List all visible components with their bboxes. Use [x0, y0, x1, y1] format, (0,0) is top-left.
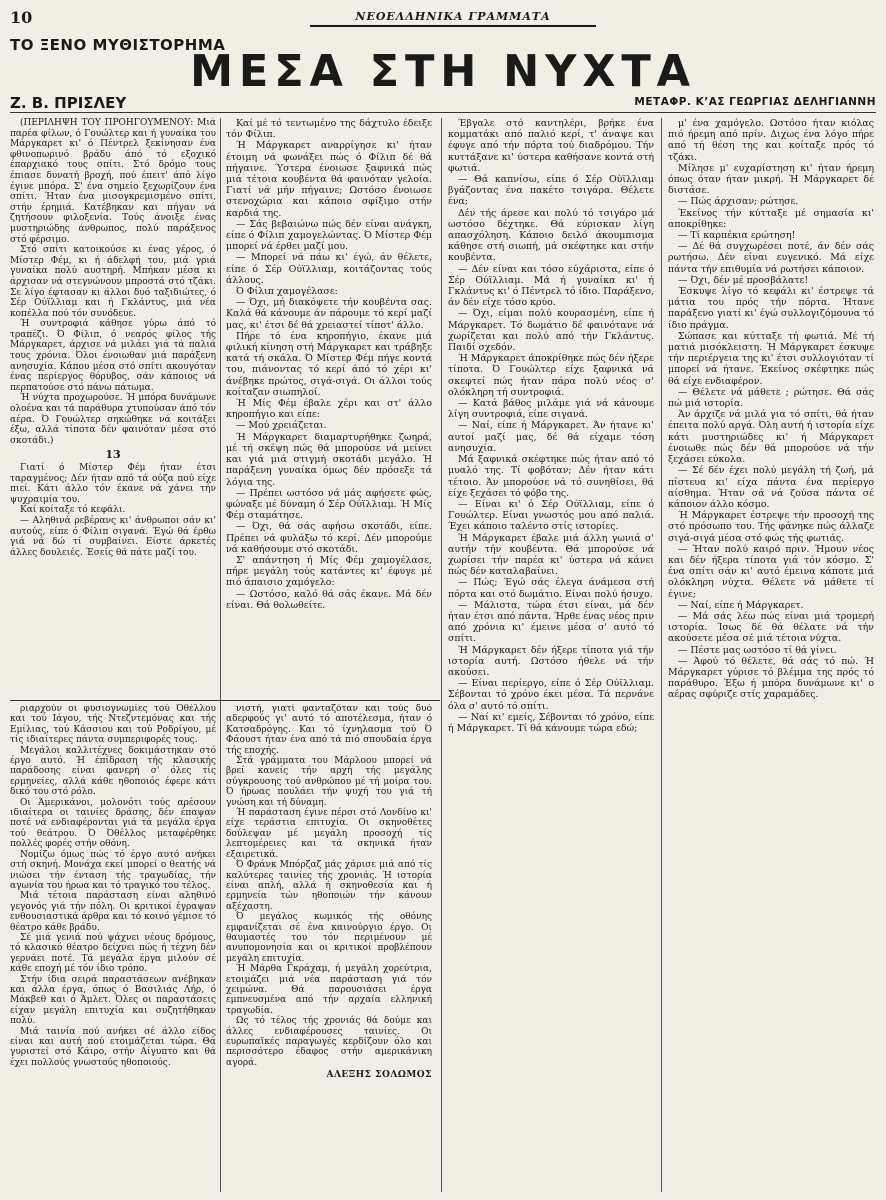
page-header	[10, 8, 876, 28]
column-2-upper	[226, 118, 432, 698]
paragraph: Ή συντροφιά κάθησε γύρω άπό τό τραπέζι. Ό Φίλιπ, ό νεαρός φίλος τής Μάργκαρετ, άρχισε νά μιλάει γιά τά παλιά τους χρόνια. Όλοι ένοιωθαν μιά παράξενη ανησυχία. Κάπου μέσα στό σπίτι ακουγόταν ένας περίεργος θόρυβος, σάν κάποιος νά περπατούσε στό πάνω πάτωμα.	[10, 319, 216, 393]
author-name: Ζ. Β. ΠΡΙΣΛΕΥ	[10, 94, 127, 112]
paragraph: Ό Φίλιπ χαμογέλασε:	[236, 286, 338, 298]
paragraph: — Όχι, είμαι πολύ κουρασμένη, είπε ή Μάργκαρετ. Τό δωμάτιο δέ φαινότανε νά χωρίζεται και πολύ από τήν Γκλάντυς. Παιδί σχεδόν.	[448, 308, 654, 354]
paragraph: — Σέ δέν έχει πολύ μεγάλη τή ζωή, μά πίστευα κι' είχα πάντα ένα περίεργο αίσθημα. Ήταν σά νά ζούσα πάντα σέ κάποιον άλλο κόσμο.	[668, 465, 874, 510]
paragraph: Έκείνος τήν κύτταξε μέ σημασία κι' αποκρίθηκε:	[668, 207, 874, 230]
paragraph: Γιατί ό Μίστερ Φέμ ήταν έτσι ταραγμένος; Δέν ήταν από τά ούζα πού είχε πιεί. Κάτι άλλο τόν έκανε νά χάνει τήν ψυχραιμία του.	[10, 463, 216, 505]
paragraph: Σώπασε και κύτταξε τή φωτιά. Μέ τή ματιά μισόκλειστη. Ή Μάργκαρετ έσκυψε τήν περιέργεια της κι' έτσι συλλογιόταν τί μπορεί νά ήτανε. Έκείνος σκέφτηκε πώς θά είχε ενδιαφέρον.	[668, 330, 874, 387]
paragraph: Μιά ταινία πού ανήκει σέ άλλο είδος είναι και αυτή πού ετοιμάζεται τώρα. Θά γυριστεί στό Κάιρο, στήν Αίγυπτο και θά έχει πολλούς γνωστούς ηθοποιούς.	[10, 1026, 216, 1068]
paragraph: — Ωστόσο, καλό θά σάς έκανε. Μά δέν είναι. Θά θολωθείτε.	[226, 588, 432, 611]
paragraph: μ' ένα χαμόγελο. Ωστόσο ήταν κιόλας πιό ήρεμη από πρίν. Διχως ένα λόγο πήρε από τή θέση της και κοίταξε πρός τό τζάκι.	[668, 118, 874, 163]
series-label: ΤΟ ΞΕΝΟ ΜΥΘΙΣΤΟΡΗΜΑ	[10, 36, 226, 54]
paragraph: ριαρχούν οι φυσιογνωμίες τού Όθέλλου και τού Ιάγου, τής Ντεζντεμόνας και τής Εμίλιας, τού Κάσσιου και τού Ροδρίγου, μέ τίς ιδιαίτερες πάντα συμπεριφορές τους.	[10, 704, 216, 746]
article-signature: ΑΛΕΞΗΣ ΣΟΛΩΜΟΣ	[326, 1070, 432, 1081]
story-title: ΜΕΣΑ ΣΤΗ ΝΥΧΤΑ	[190, 46, 696, 97]
paragraph: Άν άρχιζε νά μιλά για τό σπίτι, θά ήταν έπειτα πολύ αργά. Όλη αυτή ή ιστορία είχε κάτι μυστηριώδες κι' ή Μάργκαρετ ένοιωθε πώς δέν θά μπορούσε νά τήν ξεχάσει εύκολα.	[668, 409, 874, 466]
paragraph: — Μάλιστα, τώρα έτσι είναι, μά δέν ήταν έτσι από πάντα. Ήρθε ένας νέος πριν από χρόνια κι' έμεινε μέσα σ' αυτό τό σπίτι.	[448, 599, 654, 645]
paragraph: — Πώς άρχισαν; ρώτησε.	[678, 196, 799, 208]
masthead: ΝΕΟΕΛΛΗΝΙΚΑ ΓΡΑΜΜΑΤΑ	[310, 10, 596, 27]
paragraph: — Ναί κι' εμείς, Σέβονται τό χρόνο, είπε ή Μάργκαρετ. Τί θά κάνουμε τώρα εδώ;	[448, 711, 654, 734]
paragraph: — Κατά βάθος μιλάμε γιά νά κάνουμε λίγη συντροφιά, είπε σιγανά.	[448, 398, 654, 421]
paragraph: — Αληθινά ρεβέρανς κι' άνθρωποι σάν κι' αυτούς, είπε ό Φίλιπ σιγανά. Έγώ θά έρθω γιά νά δώ τί συμβαίνει. Είστε άρκετές άλλες δουλειές. Έσείς θά πάτε μαζί του.	[10, 515, 216, 558]
paragraph: (ΠΕΡΙΛΗΨΗ ΤΟΥ ΠΡΟΗΓΟΥΜΕΝΟΥ: Μιά παρέα φίλων, ό Γουώλτερ και ή γυναίκα του Μάργκαρετ κι' ό Πέντρελ ξεκίνησαν ένα φθινοπωρινό βράδυ άπό τό εξοχικό έπαρχιακό τους σπίτι. Στό δρόμο τους έπιασε δυνατή βροχή, πού έπειτ' άπό λίγο έγινε μπόρα. Σ' ένα σημείο ξεχωρίζουν ένα σπίτι. Ήταν ένα μισογκρεμισμένο σπίτι, στήν έρημιά. Κατέβηκαν και πήγαν νά ζητήσουν φιλοξενία. Τούς άνοιξε ένας μυστηριώδης άνθρωπος, πολύ παράξενος στό φέρσιμο.	[10, 118, 216, 245]
paragraph: Ή Μάρθα Γκράχαμ, ή μεγάλη χορεύτρια, ετοιμάζει μιά νέα παράσταση γιά τόν χειμώνα. Θά παρουσιάσει έργα εμπνευσμένα από τήν αρχαία ελληνική τραγωδία.	[226, 964, 432, 1016]
column-divider	[220, 118, 221, 1192]
paragraph: Πήρε τό ένα κηροπήγιο, έκανε μιά φιλική κίνηση στή Μάργκαρετ και τράβηξε κατά τή σκάλα. Ό Μίστερ Φέμ πήγε κοντά του, πιάνοντας τό κερί άπό τό χέρι κι' άνέβηκε πρώτος, σιγά-σιγά. Οι άλλοι τούς κοίταζαν σιωπηλοί.	[226, 330, 432, 398]
paragraph: — Πώς; Έγώ σάς έλεγα άνάμεσα στή πόρτα και στό δωμάτιο. Είναι πολύ ήσυχο.	[448, 577, 654, 600]
paragraph: Ή Μάργκαρετ διαμαρτυρήθηκε ζωηρά, μέ τή σκέψη πώς θά μπορούσε νά μείνει και γιά μιά στιγμή σκοτάδι μεγάλο. Ή παράξενη γυναίκα όμως δέν πρόσεξε τά λόγια της.	[226, 431, 432, 488]
paragraph: — Είναι περίεργο, είπε ό Σέρ Ούϊλλιαμ. Σέβονται τό χρόνο έκει μέσα. Τά περνάνε όλα σ' αυτό τό σπίτι.	[448, 678, 654, 712]
paragraph: Ό μεγάλος κωμικός τής οθόνης εμφανίζεται σέ ένα καινούργιο έργο. Οι θαυμαστές του τόν περιμένουν μέ ανυπομονησία και οι κριτικοί προβλέπουν μεγάλη επιτυχία.	[226, 912, 432, 964]
paragraph: — Πέστε μας ωστόσο τί θά γίνει.	[678, 644, 837, 656]
paragraph: Σ' απάντηση ή Μίς Φέμ χαμογέλασε, πήρε μεγάλη τούς κατάντες κι' έφυγε μέ πιό άπαισιο χαμόγελο:	[226, 554, 432, 589]
paragraph: Έσκυψε λίγο τό κεφάλι κι' έστρεψε τά μάτια του πρός τήν πόρτα. Ήτανε παράξενο γιατί κι' έγώ συλλογιζόμουνα τό ίδιο πράγμα.	[668, 286, 874, 331]
column-divider	[441, 118, 442, 1192]
paragraph: Μίλησε μ' ευχαρίστηση κι' ήταν ήρεμη όπως όταν ήταν μικρή. Ή Μάργκαρετ δέ διστάσε.	[668, 162, 874, 197]
paragraph: Ή παράσταση έγινε πέρσι στό Λονδίνο κι' είχε τεράστια επιτυχία. Οι σκηνοθέτες δούλεψαν μέ μεγάλη προσοχή τίς λεπτομέρειες και τά σκηνικά ήταν εξαιρετικά.	[226, 808, 432, 860]
paragraph: — Όχι, θά σάς αφήσω σκοτάδι, είπε. Πρέπει νά φυλάξω τό κερί. Δέν μπορούμε νά καθήσουμε στό σκοτάδι.	[226, 521, 432, 555]
paragraph: Ή Μάργκαρετ αναρρίγησε κι' ήταν έτοιμη νά φωνάξει πώς ό Φίλιπ δέ θά πήγαινε. Ύστερα ένοιωσε ξαφνικά πώς μιά τέτοια κουβέντα θά φαινόταν γελοία. Γιατί νά μήν πήγαινε; Ωστόσο ένοιωσε στενοχώρια και κάποιο σφίξιμο στήν καρδιά της.	[226, 140, 432, 219]
paragraph: Μεγάλοι καλλιτέχνες δοκιμάστηκαν στό έργο αυτό. Ή έπίδραση τής κλασικής παράδοσης είναι φανερή σ' όλες τίς ερμηνείες, αλλά κάθε ηθοποιός έφερε κάτι δικό του στό ρόλο.	[10, 745, 216, 798]
chapter-number: 13	[105, 448, 121, 462]
paragraph: — Μπορεί νά πάω κι' έγώ, άν θέλετε, είπε ό Σέρ Ούϊλλιαμ, κοιτάζοντας τούς άλλους.	[226, 252, 432, 286]
paragraph: — Ήταν πολύ καιρό πριν. Ήμουν νέος και δέν ήξερα τίποτα γιά τόν κόσμο. Σ' ένα σπίτι σάν κι' αυτό έμεινα κάποτε μιά ολόκληρη νύχτα. Θέλετε νά μάθετε τί έγινε;	[668, 543, 874, 600]
translator-credit: ΜΕΤΑΦΡ. Κ’ΑΣ ΓΕΩΡΓΙΑΣ ΔΕΛΗΓΙΑΝΝΗ	[634, 96, 876, 108]
paragraph: — Μά σάς λέω πώς είναι μιά τρομερή ιστορία. Ίσως δέ θά θέλατε νά τήν ακούσετε μέσα σέ μιά τέτοια νύχτα.	[668, 610, 874, 645]
paragraph: Στήν ίδια σειρά παραστάσεων ανέβηκαν και άλλα έργα, όπως ό Βασιλιάς Λήρ, ό Μάκβεθ και ό Άμλετ. Όλες οι παραστάσεις είχαν μεγάλη επιτυχία και συζητήθηκαν πολύ.	[10, 974, 216, 1027]
paragraph: Στά γράμματα του Μάρλοου μπορεί νά βρεί κανείς τήν αρχή τής μεγάλης σύγκρουσης τού ανθρώπου μέ τή μοίρα του. Ό ήρωας πουλάει τήν ψυχή του γιά τή γνώση και τή δύναμη.	[226, 756, 432, 808]
paragraph: — Τί καρπέκια ερώτηση!	[678, 230, 796, 242]
paragraph: Καί μέ τό τεντωμένο της δάχτυλο έδειξε τόν Φίλιπ.	[226, 118, 432, 141]
paragraph: Δέν τής άρεσε και πολύ τό τσιγάρο μά ωστόσο δέχτηκε. Θά εύρισκαν λίγη απασχόληση. Κάποιο δειλό άκουμπισμα κάθησε στή σιωπή, μά σκέφτηκε και στήν κουβέντα.	[448, 207, 654, 264]
paragraph: — Πρέπει ωστόσο νά μάς αφήσετε φώς, φώναξε μέ δύναμη ό Σέρ Ούϊλλιαμ. Ή Μίς Φέμ σταμάτησε.	[226, 487, 432, 522]
paragraph: — Σάς βεβαιώνω πώς δέν είναι ανάγκη, είπε ό Φίλιπ χαμογελώντας. Ό Μίστερ Φέμ μπορεί νά έρθει μαζί μου.	[226, 218, 432, 253]
paragraph: — Δέ θά συγχωρέσει ποτέ, άν δέν σάς ρωτήσω. Δέν είναι ευγενικό. Μά είχε πάντα τήν επιθυμία νά ρωτήσει κάποιον.	[668, 241, 874, 275]
paragraph: Σέ μιά γενιά πού ψάχνει νέους δρόμους, τό κλασικό θέατρο δείχνει πώς ή τέχνη δέν γερνάει ποτέ. Τά μεγάλα έργα μιλούν σέ κάθε εποχή μέ τόν ίδιο τρόπο.	[10, 932, 216, 975]
column-2-lower	[226, 704, 432, 1194]
paragraph: — Θέλετε νά μάθετε ; ρώτησε. Θά σάς πώ μιά ιστορία.	[668, 386, 874, 410]
paragraph: νιστή, γιατί φανταζόταν και τούς δυό αδερφούς γι' αυτό τό αποτέλεσμα, ήταν ό Κατσαδρόγης. Και τό ίχνηλασμα τού Ό Φάουστ ήταν ένα από τά πιό σπουδαία έργα τής εποχής.	[226, 704, 432, 756]
paragraph: — Ναί, είπε ή Μάργκαρετ. Άν ήτανε κι' αυτοί μαζί μας, δέ θά είχαμε τόση ανησυχία.	[448, 420, 654, 454]
paragraph: — Όχι, δέν μέ προσβάλατε!	[678, 274, 809, 286]
paragraph: — Άφού τό θέλετε, θά σάς τό πώ. Ή Μάργκαρετ γύρισε τό βλέμμα της πρός τό παράθυρο. Έξω ή μπόρα δυνάμωνε κι' ο αέρας σφύριζε στίς χαραμάδες.	[668, 655, 874, 701]
column-1-lower	[10, 704, 216, 1194]
paragraph: Ό Φράνκ Μπόρζαζ μάς χάρισε μιά από τίς καλύτερες ταινίες τής χρονιάς. Ή ιστορία είναι απλή, αλλά ή σκηνοθεσία και ή ερμηνεία τών ηθοποιών τήν κάνουν αξέχαστη.	[226, 860, 432, 912]
paragraph: Ως τό τέλος τής χρονιάς θά δούμε και άλλες ενδιαφέρουσες ταινίες. Οι ευρωπαϊκές παραγωγές κερδίζουν όλο και περισσότερο έδαφος στήν αμερικάνικη αγορά.	[226, 1016, 432, 1068]
paragraph: — Θά καπνίσω, είπε ό Σέρ Ούϊλλιαμ βγάζοντας ένα πακέτο τσιγάρα. Θέλετε ένα;	[448, 174, 654, 208]
paragraph: Ή Μάργκαρετ άποκρίθηκε πώς δέν ήξερε τίποτα. Ό Γουώλτερ είχε ξαφνικά νά σκεφτεί πώς ήταν πάρα πολύ νέος σ' ολόκληρη τή συντροφιά.	[448, 353, 654, 398]
paragraph: — Δέν είναι και τόσο εύχάριστα, είπε ό Σέρ Ούϊλλιαμ. Μά ή γυναίκα κι' ή Γκλάντυς κι' ό Πέντρελ τό ίδιο. Παράξενο, άν δέν είχε τόσο κρύο.	[448, 263, 654, 309]
paragraph: Στό σπίτι κατοικούσε κι ένας γέρος, ό Μίστερ Φέμ, κι ή άδελφή του, μιά γριά γυναίκα πολύ αυστηρή. Μπήκαν μέσα κι άρχισαν νά στεγνώνουν μπροστά στό τζάκι. Σε λίγο έφτασαν κι άλλοι δυό ταξιδιώτες, ό Σέρ Ούϊλλιαμ και ή Γκλάντυς, μιά νέα κοπέλλα πού τόν συνόδευε.	[10, 245, 216, 319]
column-divider	[661, 118, 662, 1192]
paragraph: Μιά τέτοια παράσταση είναι αληθινό γεγονός γιά τήν πόλη. Οι κριτικοί έγραψαν ενθουσιαστικά άρθρα και τό κοινό γέμισε τό θέατρο κάθε βράδυ.	[10, 891, 216, 933]
paragraph: Έβγαλε στό καντηλέρι, βρήκε ένα κομματάκι από παλιό κερί, τ' άναψε και έφυγε από τήν πόρτα τού διαδρόμου. Τήν κυττάξανε κι' ύστερα καθήσανε κοντά στή φωτιά.	[448, 118, 654, 174]
paragraph: Ή νύχτα προχωρούσε. Ή μπόρα δυνάμωνε ολοένα και τά παράθυρα χτυπούσαν άπό τόν αέρα. Ό Γουώλτερ σηκώθηκε νά κοιτάξει έξω, αλλά τίποτα δέν φαινόταν μέσα στό σκοτάδι.)	[10, 393, 216, 446]
paragraph: Ή Μάργκαρετ έστρεψε τήν προσοχή της στό πρόσωπο του. Τής φάνηκε πώς άλλαζε σιγά-σιγά μέσα στό φώς τής φωτιάς.	[668, 510, 874, 544]
paragraph: Ή Μίς Φέμ έβαλε χέρι και στ' άλλο κηροπήγιο και είπε:	[226, 398, 432, 421]
paragraph: — Όχι, μή διακόψετε τήν κουβέντα σας. Καλά θά κάνουμε άν πάρουμε τό κερί μαζί μας, κι' έτσι δέ θά χρειαστεί τίποτ' άλλο.	[226, 297, 432, 331]
paragraph: Νομίζω όμως πώς τό έργο αυτό ανήκει στή σκηνή. Μονάχα εκεί μπορεί ο θεατής νά νιώσει τήν ένταση τής τραγωδίας, τήν αγωνία του ήρωα και τό τραγικό του τέλος.	[10, 849, 216, 891]
header-rule	[10, 112, 876, 113]
paragraph: — Μού χρειάζεται.	[236, 420, 327, 432]
paragraph: Ή Μάργκαρετ δέν ήξερε τίποτα γιά τήν ιστορία αυτή. Ωστόσο ήθελε νά τήν ακούσει.	[448, 644, 654, 678]
paragraph: Ή Μάργκαρετ έβαλε μιά άλλη γωνιά σ' αυτήν τήν κουβέντα. Θά μπορούσε νά χωρίσει τήν παρέα κι' ύστερα νά κάνει πώς δέν καταλαβαίνει.	[448, 532, 654, 578]
paragraph: Οι Άμερικάνοι, μολονότι τούς αρέσουν ιδιαίτερα οι ταινίες δράσης, δέν έπαψαν ποτέ νά ενδιαφέρονται γιά τά μεγάλα έργα τού θεάτρου. Ό Όθέλλος μεταφέρθηκε πολλές φορές στήν οθόνη.	[10, 797, 216, 850]
column-4	[668, 118, 874, 1194]
column-3	[448, 118, 654, 1194]
page-number: 10	[10, 8, 33, 27]
column-1-upper	[10, 118, 216, 698]
paragraph: Καί κοίταξε τό κεφάλι.	[20, 505, 126, 516]
section-divider	[10, 700, 440, 701]
paragraph: — Είναι κι' ό Σέρ Ούϊλλιαμ, είπε ό Γουώλτερ. Είναι γνωστός μου από παλιά. Έχει κάποιο ταλέντο στίς ιστορίες.	[448, 498, 654, 533]
paragraph: Μά ξαφνικά σκέφτηκε πώς ήταν από τό μυαλό της. Τί φοβόταν; Δέν ήταν κάτι τέτοιο. Άν μπορούσε νά τό συνηθίσει, θά είχε ξεχάσει τό φόβο της.	[448, 454, 654, 499]
paragraph: — Ναί, είπε ή Μάργκαρετ.	[678, 599, 804, 611]
